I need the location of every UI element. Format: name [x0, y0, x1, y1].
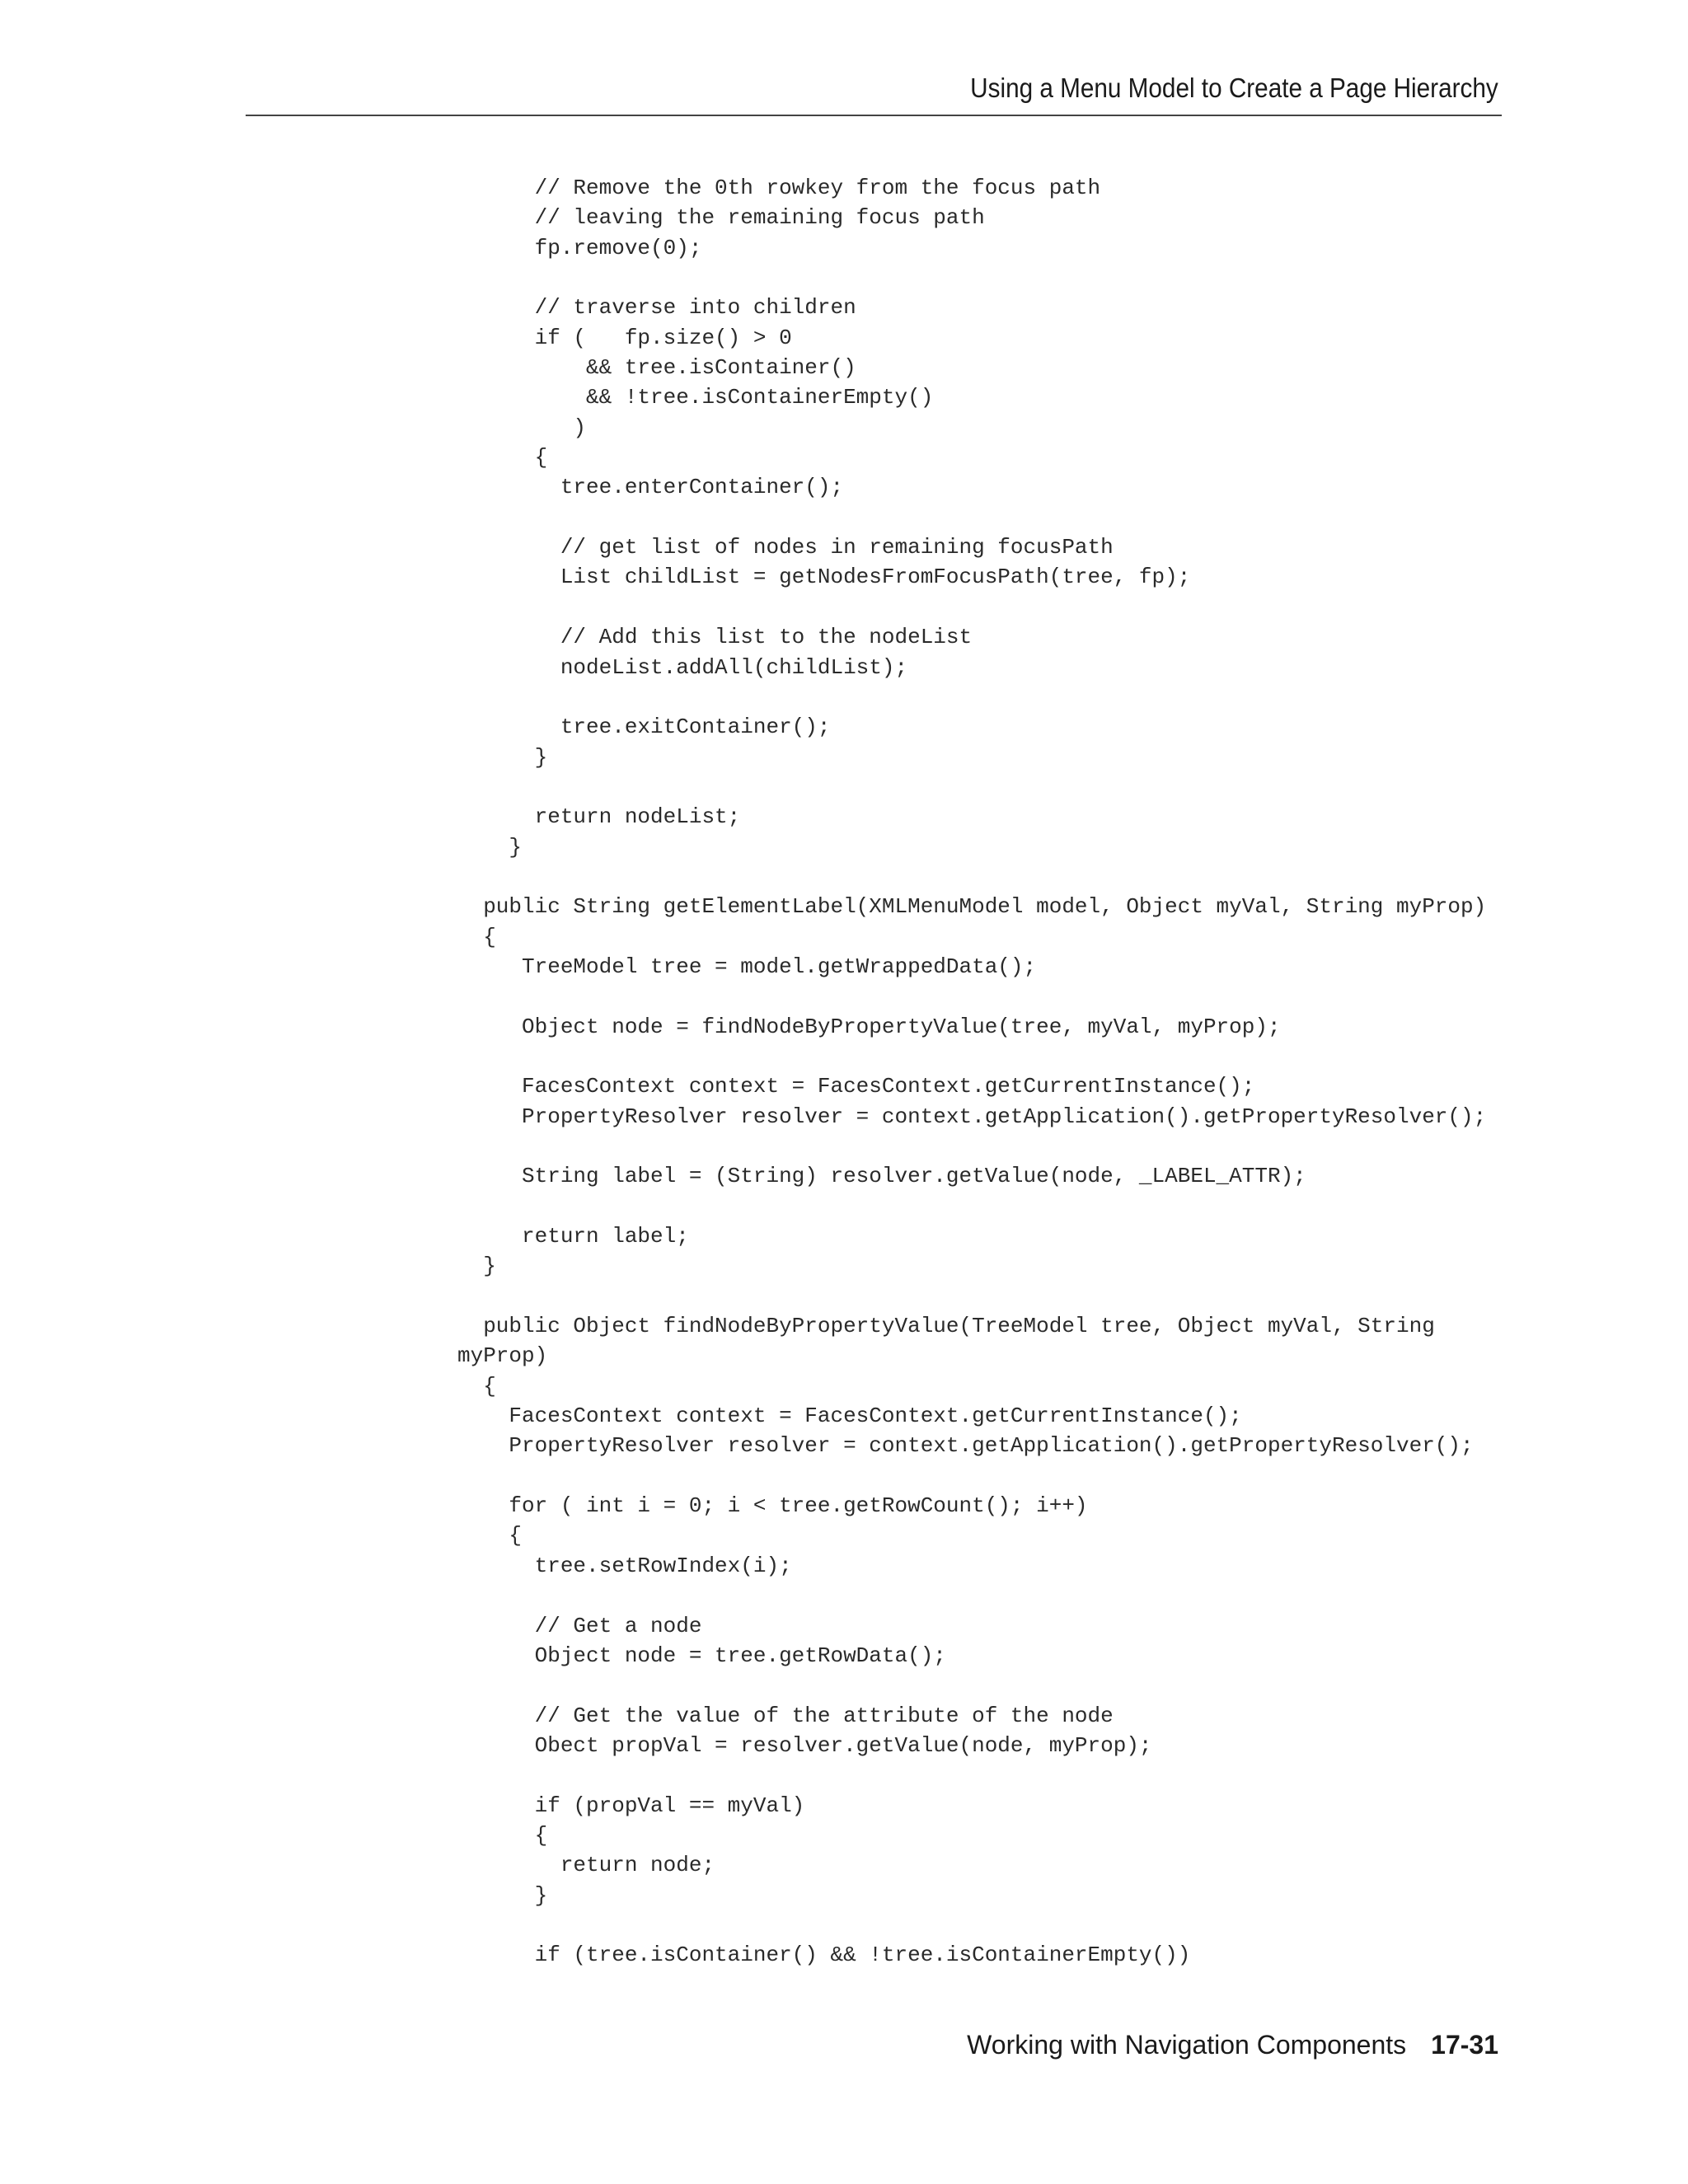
code-line: [457, 1581, 1486, 1610]
code-line: // Get the value of the attribute of the node: [457, 1703, 1114, 1728]
code-line: tree.setRowIndex(i);: [457, 1553, 792, 1578]
code-line: Object node = tree.getRowData();: [457, 1643, 946, 1668]
code-line: for ( int i = 0; i < tree.getRowCount(); i++): [457, 1493, 1088, 1519]
running-header-title: Using a Menu Model to Create a Page Hierarchy: [970, 73, 1498, 103]
code-line: List childList = getNodesFromFocusPath(tree, fp);: [457, 565, 1191, 590]
code-line: }: [457, 834, 523, 860]
code-line: // get list of nodes in remaining focusPath: [457, 535, 1114, 560]
code-line: {: [457, 1523, 523, 1549]
code-line: [457, 1132, 1486, 1161]
code-line: [457, 1282, 1486, 1311]
code-line: [457, 593, 1486, 622]
code-line: [457, 1461, 1486, 1491]
code-line: PropertyResolver resolver = context.getApplication().getPropertyResolver();: [457, 1104, 1487, 1129]
code-line: FacesContext context = FacesContext.getCurrentInstance();: [457, 1074, 1255, 1099]
code-line: && !tree.isContainerEmpty(): [457, 385, 934, 410]
code-line: {: [457, 445, 548, 471]
page-number: 17-31: [1431, 2030, 1498, 2060]
code-line: FacesContext context = FacesContext.getCurrentInstance();: [457, 1404, 1242, 1429]
code-line: Obect propVal = resolver.getValue(node, myProp);: [457, 1732, 1152, 1758]
code-line: PropertyResolver resolver = context.getApplication().getPropertyResolver();: [457, 1433, 1474, 1459]
code-line: // Add this list to the nodeList: [457, 625, 973, 650]
code-line: {: [457, 1373, 496, 1399]
code-line: return nodeList;: [457, 804, 741, 830]
code-line: nodeList.addAll(childList);: [457, 654, 908, 680]
code-listing: [457, 173, 1486, 1971]
code-line: Object node = findNodeByPropertyValue(tree, myVal, myProp);: [457, 1014, 1281, 1039]
code-line: [457, 1192, 1486, 1221]
code-line: TreeModel tree = model.getWrappedData();: [457, 954, 1037, 979]
code-line: fp.remove(0);: [457, 235, 702, 260]
code-line: {: [457, 1822, 548, 1848]
code-line: public Object findNodeByPropertyValue(TreeModel tree, Object myVal, String: [457, 1314, 1435, 1339]
header-divider: [246, 115, 1502, 116]
code-line: [457, 682, 1486, 712]
code-line: [457, 1760, 1486, 1790]
code-line: [457, 982, 1486, 1011]
code-line: tree.enterContainer();: [457, 475, 844, 500]
code-line: [457, 1671, 1486, 1700]
code-line: }: [457, 1254, 496, 1279]
code-line: [457, 1042, 1486, 1071]
code-line: tree.exitContainer();: [457, 715, 831, 740]
code-line: ): [457, 415, 587, 440]
code-line: // Remove the 0th rowkey from the focus path: [457, 176, 1101, 200]
code-line: [457, 1910, 1486, 1940]
code-line: [457, 862, 1486, 892]
code-line: // leaving the remaining focus path: [457, 205, 985, 231]
code-line: if ( fp.size() > 0: [457, 325, 792, 350]
code-line: [457, 503, 1486, 532]
code-line: String label = (String) resolver.getValue(node, _LABEL_ATTR);: [457, 1164, 1306, 1189]
code-line: // Get a node: [457, 1613, 702, 1638]
code-line: return label;: [457, 1224, 689, 1249]
code-line: }: [457, 744, 548, 770]
code-line: public String getElementLabel(XMLMenuModel model, Object myVal, String myProp): [457, 894, 1487, 920]
code-line: [457, 772, 1486, 802]
code-line: {: [457, 924, 496, 949]
code-line: }: [457, 1882, 548, 1908]
code-line: myProp): [457, 1343, 548, 1369]
footer-chapter-title: Working with Navigation Components: [967, 2030, 1407, 2060]
code-line: [457, 263, 1486, 293]
code-line: if (tree.isContainer() && !tree.isContainerEmpty()): [457, 1943, 1191, 1968]
code-line: if (propVal == myVal): [457, 1793, 805, 1818]
running-footer: [967, 2030, 1498, 2060]
code-line: return node;: [457, 1853, 715, 1878]
code-line: // traverse into children: [457, 295, 856, 321]
code-line: && tree.isContainer(): [457, 355, 856, 381]
